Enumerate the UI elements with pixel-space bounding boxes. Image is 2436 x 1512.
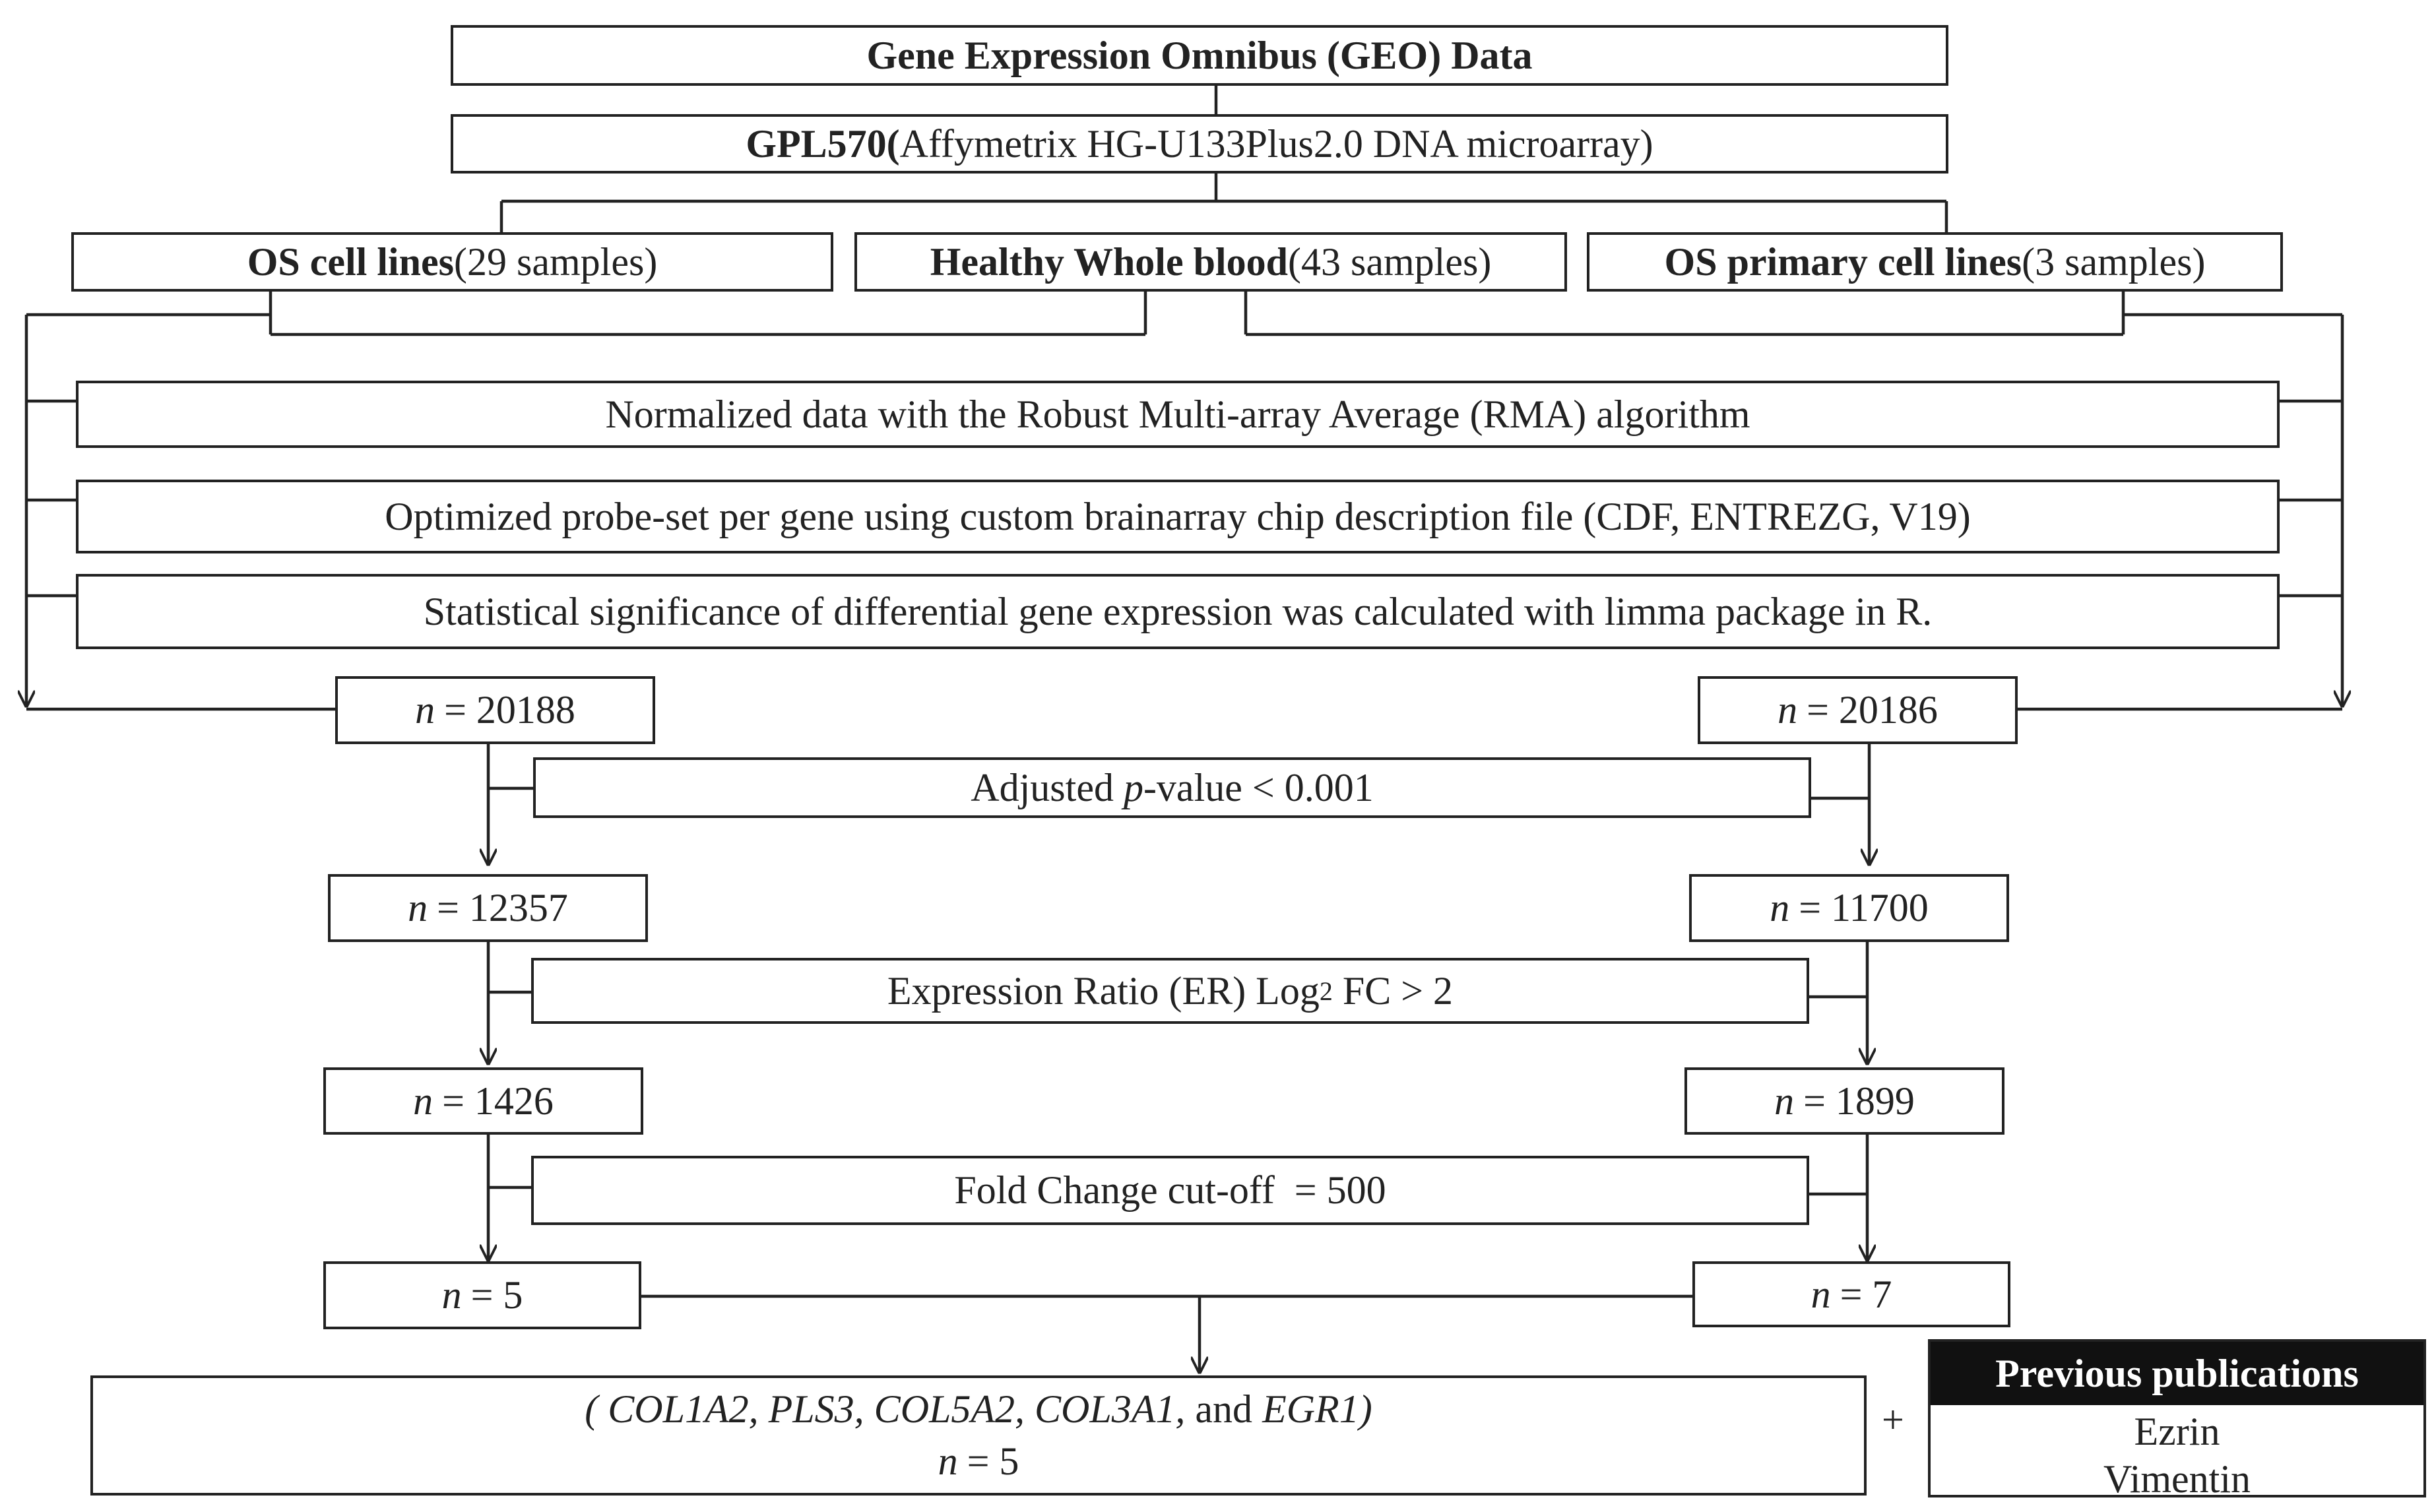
step-normalize (76, 381, 2280, 448)
left-count-box (323, 1067, 643, 1135)
step-text: Normalized data with the Robust Multi-array Average (RMA) algorithm (605, 392, 1750, 436)
result-and: and (1185, 1387, 1263, 1431)
p-symbol: p (1123, 765, 1143, 809)
result-count: = 5 (967, 1439, 1019, 1483)
count-value: = 12357 (437, 886, 568, 929)
count-value: = 1426 (442, 1079, 554, 1123)
count-value: = 1899 (1803, 1079, 1915, 1123)
n-symbol: n (441, 1273, 462, 1317)
filter-post: FC > 2 (1332, 968, 1454, 1013)
publication-item: Ezrin (2134, 1409, 2220, 1453)
filter-pre: Expression Ratio (ER) Log (887, 968, 1320, 1013)
publications-title: Previous publications (1931, 1342, 2423, 1405)
group-healthy-whole-blood (854, 232, 1567, 292)
n-symbol: n (1811, 1272, 1831, 1316)
platform-desc: Affymetrix HG-U133Plus2.0 DNA microarray) (899, 121, 1653, 166)
group-os-cell-lines (71, 232, 833, 292)
count-value: = 20186 (1807, 688, 1938, 732)
group-samples: (3 samples) (2022, 239, 2206, 284)
result-last-gene: EGR1 (1262, 1387, 1359, 1431)
left-count-box (323, 1261, 641, 1329)
left-count-box (335, 676, 655, 744)
step-text: Optimized probe-set per gene using custom brainarray chip description file (CDF, ENTREZG, V19) (385, 494, 1971, 538)
filter-post: -value < 0.001 (1143, 765, 1374, 809)
step-text: Statistical significance of differential gene expression was calculated with limma package in R. (423, 589, 1933, 633)
previous-publications-box (1928, 1339, 2426, 1501)
count-value: = 5 (470, 1273, 523, 1317)
right-count-box (1692, 1261, 2010, 1327)
platform-paren: ( (886, 121, 900, 166)
n-symbol: n (1770, 886, 1790, 929)
group-name: Healthy Whole blood (930, 239, 1289, 284)
n-symbol: n (938, 1439, 958, 1483)
group-samples: (43 samples) (1288, 239, 1492, 284)
n-symbol: n (415, 688, 435, 732)
right-count-box (1689, 874, 2009, 942)
filter-pvalue (533, 757, 1811, 818)
right-count-box (1684, 1067, 2004, 1135)
result-genes: COL1A2, PLS3, COL5A2, COL3A1, (608, 1387, 1186, 1431)
group-samples: (29 samples) (454, 239, 658, 284)
geo-title: Gene Expression Omnibus (GEO) Data (866, 33, 1533, 77)
filter-text: Fold Change cut-off = 500 (954, 1168, 1386, 1212)
step-stats (76, 574, 2280, 649)
platform-id: GPL570 (746, 121, 887, 166)
n-symbol: n (1778, 688, 1798, 732)
group-name: OS primary cell lines (1664, 239, 2022, 284)
result-count-line (938, 1435, 1019, 1488)
result-open: ( (585, 1387, 608, 1431)
n-symbol: n (1774, 1079, 1795, 1123)
group-os-primary-cell-lines (1587, 232, 2283, 292)
n-symbol: n (408, 886, 428, 929)
group-name: OS cell lines (247, 239, 455, 284)
result-box (90, 1375, 1867, 1496)
result-genes-line (585, 1383, 1372, 1435)
result-close: ) (1359, 1387, 1372, 1431)
count-value: = 11700 (1799, 886, 1929, 929)
n-symbol: n (413, 1079, 433, 1123)
filter-expression-ratio (531, 958, 1809, 1024)
filter-pre: Adjusted (971, 765, 1124, 809)
filter-fold-change (531, 1156, 1809, 1225)
left-count-box (328, 874, 648, 942)
log-subscript: 2 (1319, 976, 1333, 1006)
publication-item: Vimentin (2103, 1457, 2251, 1501)
right-count-box (1698, 676, 2018, 744)
plus-sign: + (1882, 1398, 1904, 1441)
step-probeset (76, 480, 2280, 553)
platform-box (451, 114, 1948, 173)
geo-data-box (451, 25, 1948, 86)
count-value: = 7 (1840, 1272, 1892, 1316)
count-value: = 20188 (444, 688, 575, 732)
